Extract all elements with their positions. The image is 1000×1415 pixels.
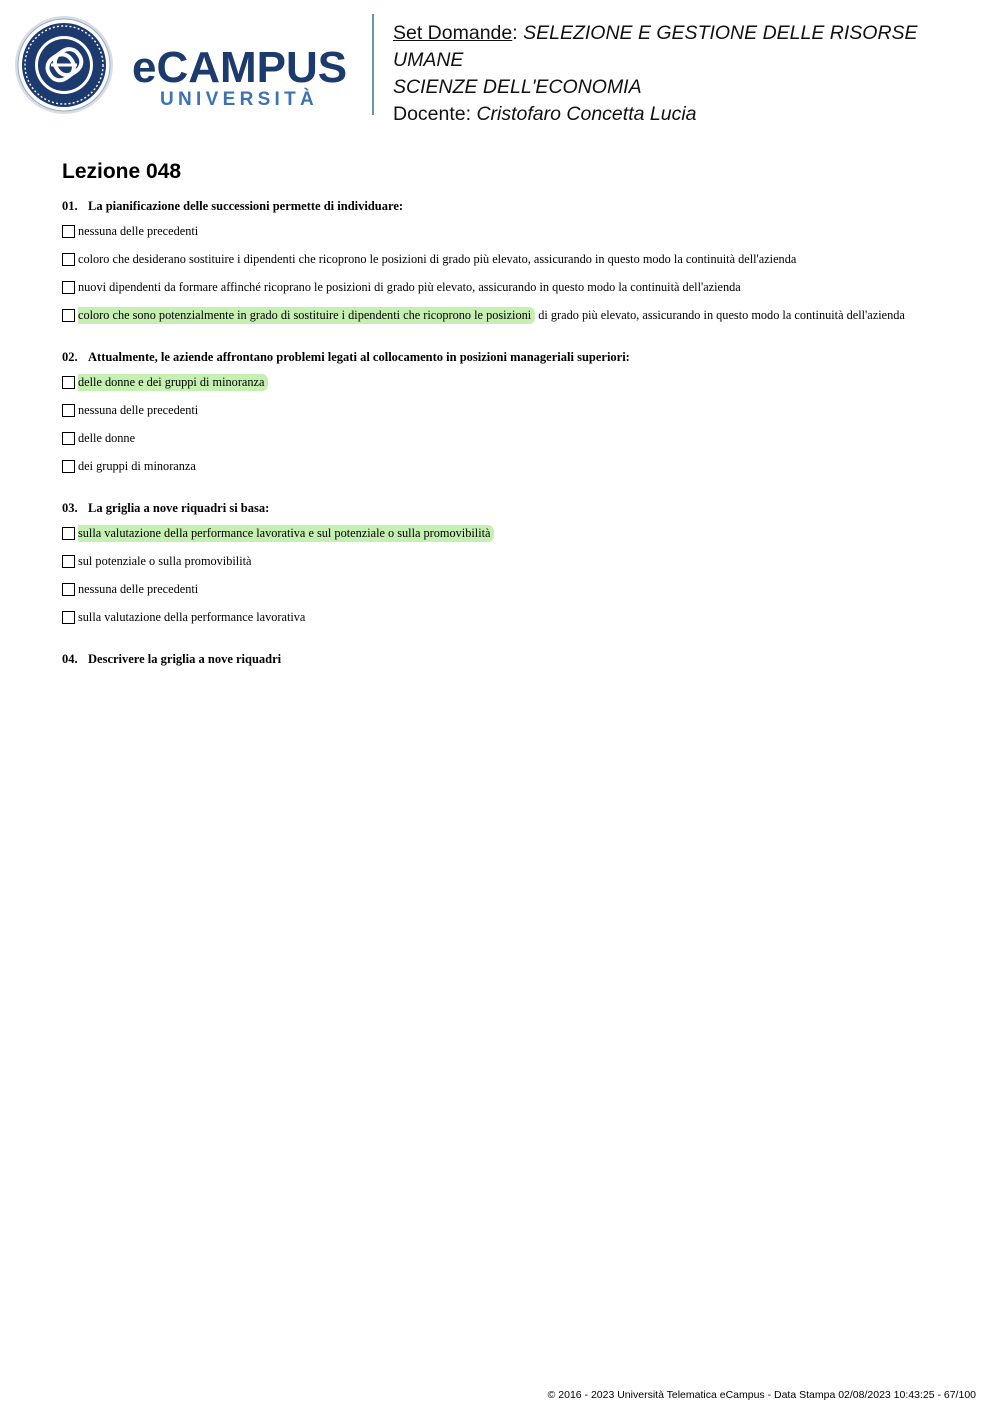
logo-subtext: UNIVERSITÀ: [160, 89, 319, 110]
checkbox[interactable]: [62, 555, 75, 568]
checkbox[interactable]: [62, 432, 75, 445]
question-number: 01.: [62, 199, 78, 213]
checkbox[interactable]: [62, 225, 75, 238]
correct-answer-highlight: coloro che sono potenzialmente in grado di sostituire i dipendenti che ricoprono le posizioni: [78, 307, 535, 324]
teacher-line: [393, 101, 993, 128]
answer-options: [62, 375, 982, 487]
checkbox[interactable]: [62, 309, 75, 322]
page-footer: © 2016 - 2023 Università Telematica eCampus - Data Stampa 02/08/2023 10:43:25 - 67/100: [547, 1389, 976, 1401]
answer-options: [62, 526, 982, 638]
checkbox[interactable]: [62, 583, 75, 596]
answer-text: delle donne: [78, 431, 136, 445]
question-text: Attualmente, le aziende affrontano problemi legati al collocamento in posizioni manageriali superiori:: [88, 350, 630, 364]
question-03: [62, 500, 982, 638]
answer-text: coloro che desiderano sostituire i dipendenti che ricoprono le posizioni di grado più elevato, assicurando in questo modo la continuità dell'azienda: [78, 252, 797, 266]
course-line: [393, 74, 993, 101]
question-title: [62, 349, 982, 365]
set-value: SELEZIONE E GESTIONE DELLE RISORSE UMANE: [393, 22, 918, 71]
question-title: [62, 198, 982, 214]
question-01: [62, 198, 982, 336]
logo-wordmark: eCAMPUS: [132, 43, 348, 92]
answer-option[interactable]: [62, 459, 982, 487]
question-04: [62, 651, 982, 667]
question-text: La griglia a nove riquadri si basa:: [88, 501, 270, 515]
answer-text: [78, 526, 494, 541]
answer-text: sulla valutazione della performance lavorativa: [78, 610, 306, 624]
answer-option[interactable]: [62, 582, 982, 610]
question-number: 04.: [62, 652, 78, 666]
checkbox[interactable]: [62, 404, 75, 417]
correct-answer-highlight: sulla valutazione della performance lavorativa e sul potenziale o sulla promovibilità: [78, 525, 494, 542]
ecampus-seal-icon: [14, 14, 359, 116]
answer-text: dei gruppi di minoranza: [78, 459, 196, 473]
answer-option-correct[interactable]: [62, 308, 982, 336]
checkbox[interactable]: [62, 527, 75, 540]
set-sep: :: [512, 22, 524, 44]
answer-option[interactable]: [62, 280, 982, 308]
header-info: [393, 20, 993, 128]
answer-options: [62, 224, 982, 336]
set-label: Set Domande: [393, 22, 513, 44]
question-text: La pianificazione delle successioni permette di individuare:: [88, 199, 404, 213]
answer-option[interactable]: [62, 224, 982, 252]
checkbox[interactable]: [62, 460, 75, 473]
header-divider: [372, 14, 374, 115]
answer-text: sul potenziale o sulla promovibilità: [78, 554, 252, 568]
answer-option[interactable]: [62, 403, 982, 431]
set-line: [393, 20, 993, 74]
answer-text: nessuna delle precedenti: [78, 224, 199, 238]
answer-option[interactable]: [62, 431, 982, 459]
question-02: [62, 349, 982, 487]
answer-text: nessuna delle precedenti: [78, 582, 199, 596]
answer-option-correct[interactable]: [62, 526, 982, 554]
answer-text: [78, 375, 268, 390]
question-text: Descrivere la griglia a nove riquadri: [88, 652, 282, 666]
correct-answer-highlight: delle donne e dei gruppi di minoranza: [78, 374, 268, 391]
answer-text-rest: di grado più elevato, assicurando in questo modo la continuità dell'azienda: [535, 308, 905, 322]
answer-option[interactable]: [62, 252, 982, 280]
answer-option[interactable]: [62, 554, 982, 582]
checkbox[interactable]: [62, 281, 75, 294]
teacher-name: Cristofaro Concetta Lucia: [476, 103, 697, 125]
answer-text: [78, 308, 905, 323]
course-name: SCIENZE DELL'ECONOMIA: [393, 76, 642, 98]
answer-option[interactable]: [62, 610, 982, 638]
question-number: 03.: [62, 501, 78, 515]
question-title: [62, 500, 982, 516]
checkbox[interactable]: [62, 376, 75, 389]
answer-text: nuovi dipendenti da formare affinché ricoprano le posizioni di grado più elevato, assicurando in questo modo la continuità dell'azienda: [78, 280, 741, 294]
lesson-title: Lezione 048: [62, 160, 182, 183]
answer-text: nessuna delle precedenti: [78, 403, 199, 417]
question-title: [62, 651, 982, 667]
answer-option-correct[interactable]: [62, 375, 982, 403]
ecampus-logo: [14, 14, 359, 116]
checkbox[interactable]: [62, 611, 75, 624]
question-number: 02.: [62, 350, 78, 364]
teacher-label: Docente:: [393, 103, 477, 125]
checkbox[interactable]: [62, 253, 75, 266]
